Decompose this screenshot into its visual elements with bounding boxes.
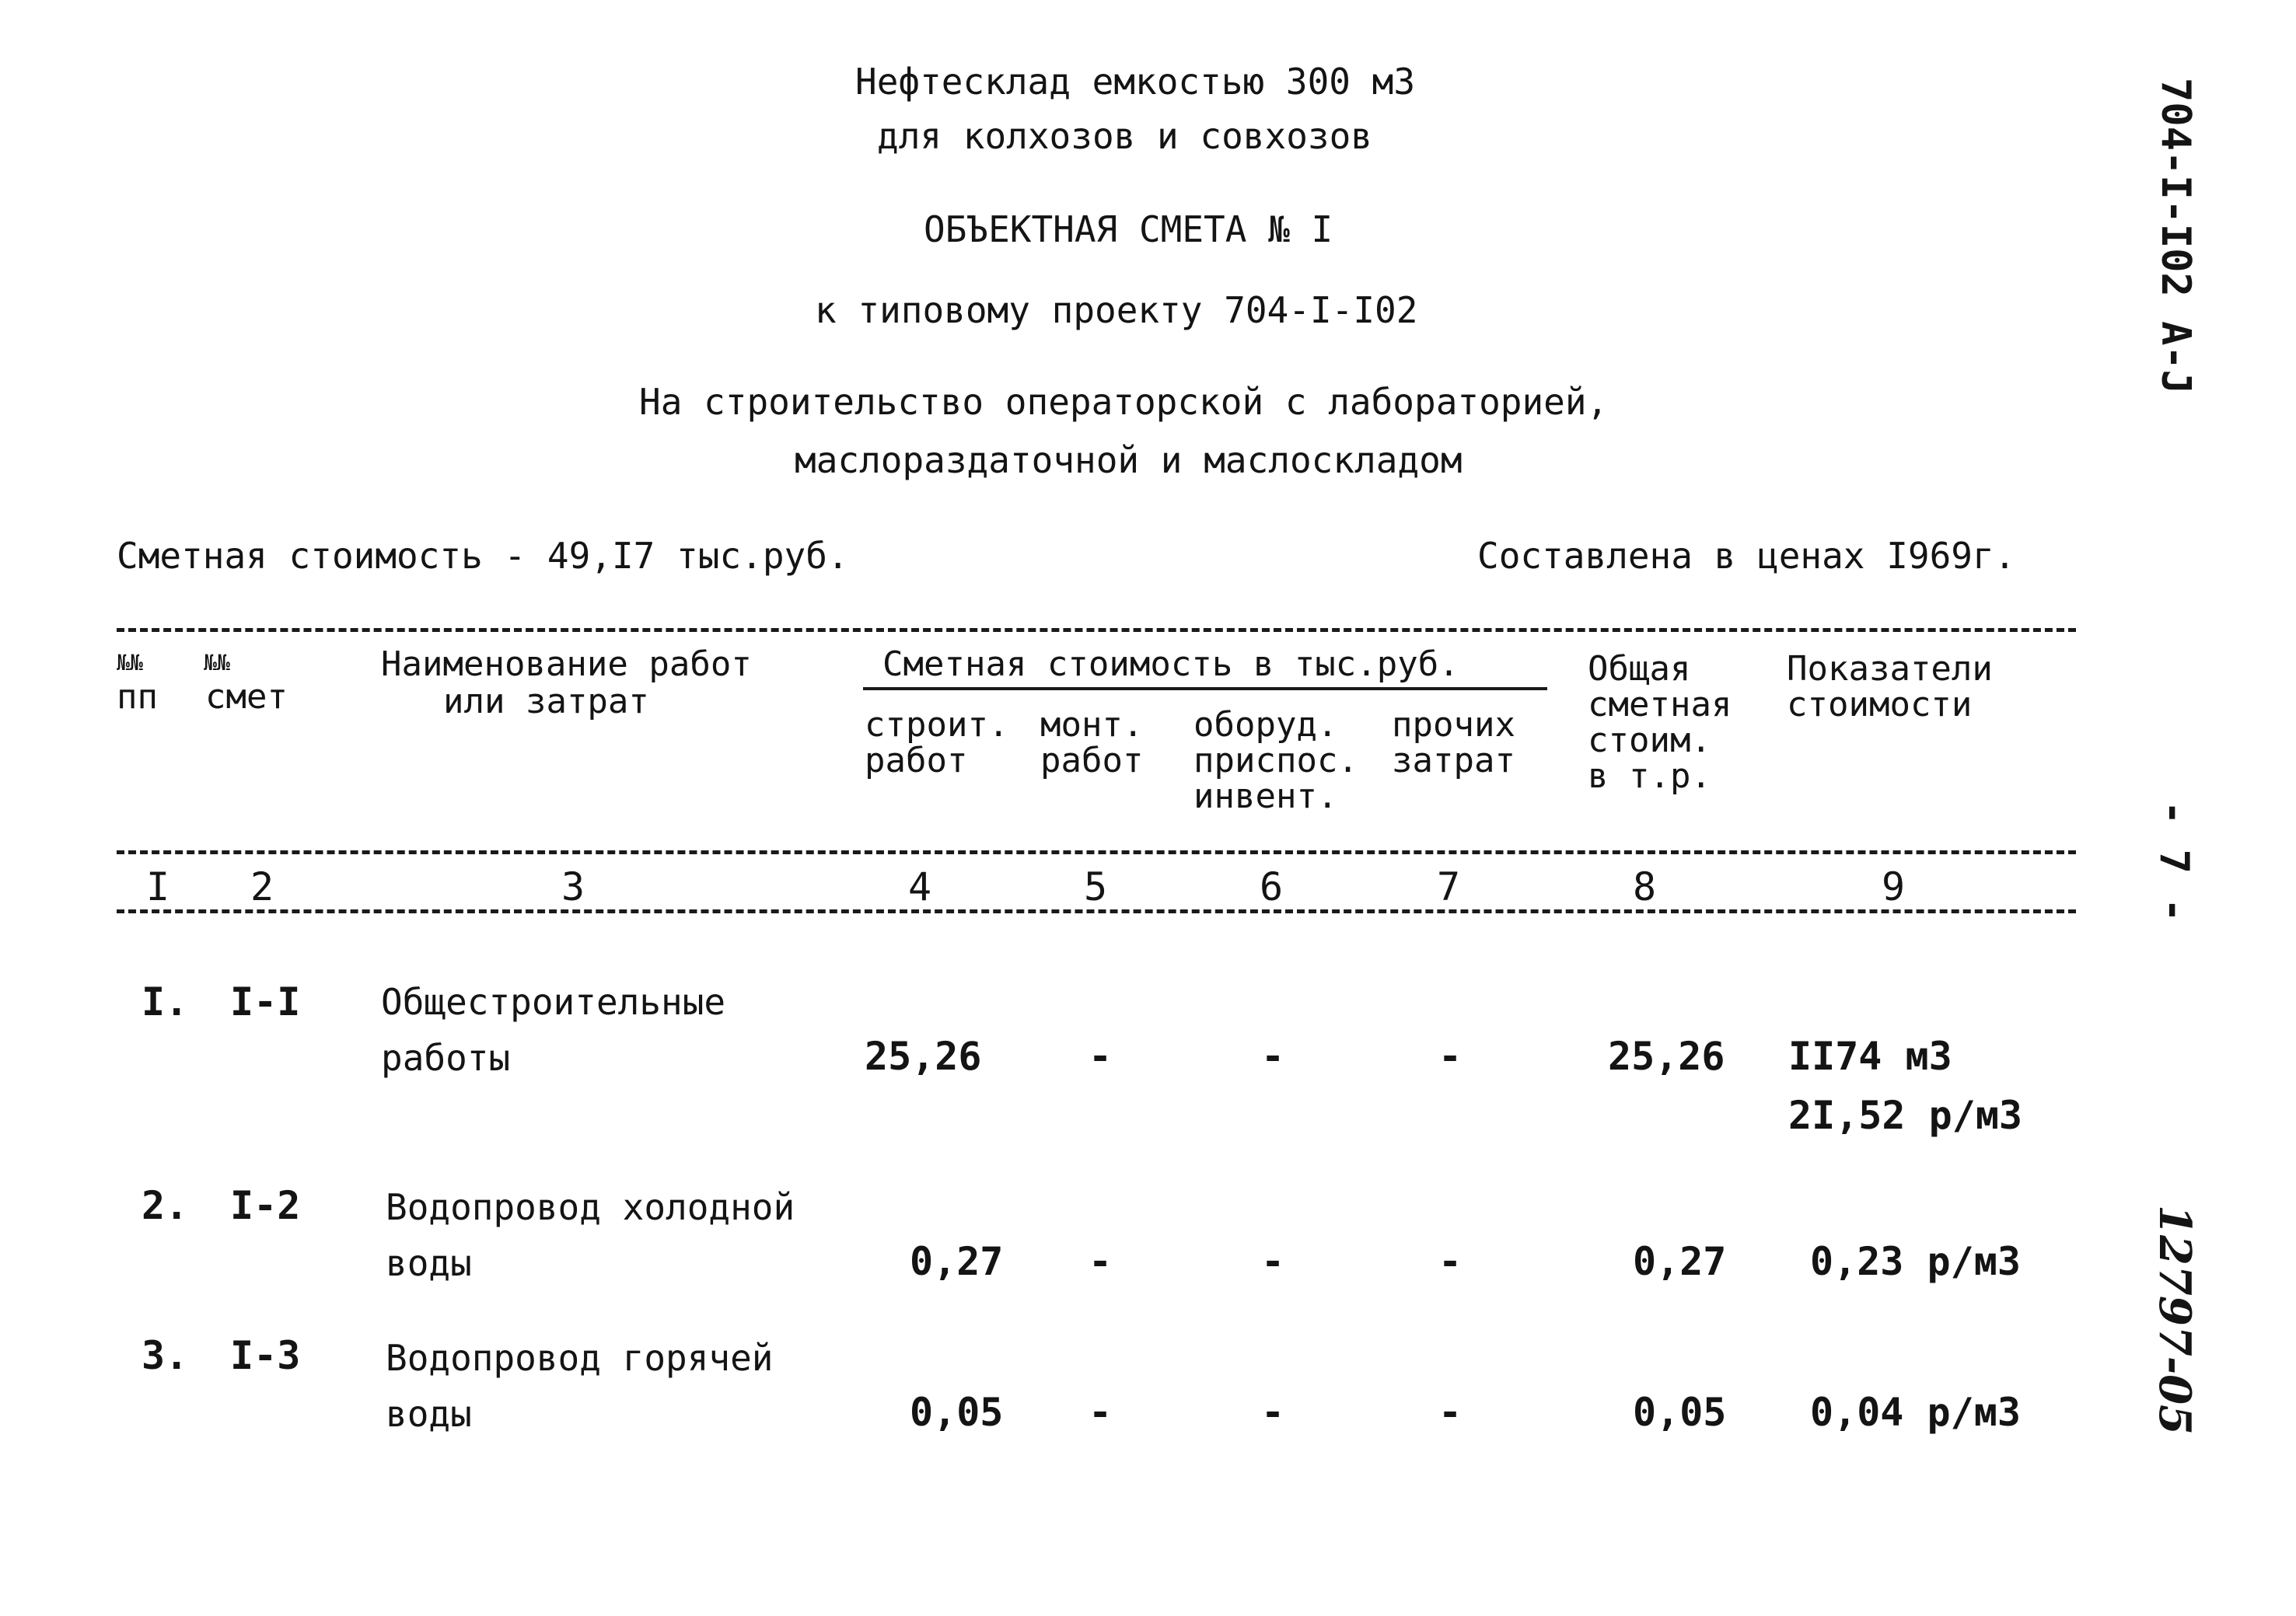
col8-header-c: стоим. — [1588, 721, 1711, 760]
estimated-cost: Сметная стоимость - 49,I7 тыс.руб. — [117, 535, 849, 577]
col4-header-b: работ — [865, 741, 968, 780]
col9-header-a: Показатели — [1787, 649, 1993, 689]
col8-header-d: в т.р. — [1588, 756, 1711, 796]
col7-header-a: прочих — [1392, 705, 1515, 745]
row-total-cost: 0,27 — [1633, 1239, 1727, 1284]
row-equipment-cost: - — [1261, 1390, 1285, 1435]
header-line-1: Нефтесклад емкостью 300 м3 — [855, 61, 1416, 103]
col6-header-c: инвент. — [1193, 777, 1338, 816]
col-numbers-dashed-rule — [117, 909, 2076, 913]
project-reference: к типовому проекту 704-I-I02 — [815, 289, 1418, 331]
col-number-3: 3 — [561, 864, 585, 909]
col3-header-a: Наименование работ — [381, 644, 752, 684]
cost-group-underline — [863, 687, 1547, 690]
row-installation-cost: - — [1089, 1034, 1113, 1079]
col1-header-b: пп — [117, 677, 158, 717]
row-construction-cost: 0,27 — [910, 1239, 1004, 1284]
row-indicator-2: 2I,52 р/м3 — [1788, 1093, 2023, 1138]
col5-header-a: монт. — [1040, 705, 1144, 745]
col-number-5: 5 — [1084, 864, 1108, 909]
col8-header-b: сметная — [1588, 685, 1732, 724]
col4-header-a: строит. — [865, 705, 1009, 745]
row-estimate-code: I-3 — [230, 1333, 301, 1378]
col5-header-b: работ — [1040, 741, 1144, 780]
col2-header-a: №№ — [204, 650, 230, 675]
col6-header-a: оборуд. — [1193, 705, 1338, 745]
row-installation-cost: - — [1089, 1390, 1113, 1435]
row-equipment-cost: - — [1261, 1034, 1285, 1079]
row-construction-cost: 25,26 — [865, 1034, 982, 1079]
estimate-title: ОБЪЕКТНАЯ СМЕТА № I — [924, 208, 1333, 250]
row-indicator-1: 0,04 р/м3 — [1810, 1390, 2021, 1435]
row-estimate-code: I-I — [230, 979, 301, 1024]
row-name-line-2: работы — [381, 1037, 511, 1079]
col-number-9: 9 — [1882, 864, 1906, 909]
col-number-4: 4 — [908, 864, 932, 909]
col3-header-b: или затрат — [443, 682, 649, 721]
col-number-8: 8 — [1633, 864, 1657, 909]
header-top-dashed-rule — [117, 628, 2076, 632]
price-base: Составлена в ценах I969г. — [1477, 535, 2016, 577]
row-indicator-1: II74 м3 — [1788, 1034, 1952, 1079]
row-installation-cost: - — [1089, 1239, 1113, 1284]
col1-header-a: №№ — [117, 650, 143, 675]
row-estimate-code: I-2 — [230, 1183, 301, 1228]
header-line-2: для колхозов и совхозов — [877, 115, 1372, 157]
header-bottom-dashed-rule — [117, 850, 2076, 854]
row-name-line-2: воды — [386, 1393, 472, 1435]
row-total-cost: 0,05 — [1633, 1390, 1727, 1435]
row-name-line-2: воды — [386, 1242, 472, 1284]
row-total-cost: 25,26 — [1608, 1034, 1725, 1079]
row-number: I. — [142, 979, 189, 1024]
col2-header-b: смет — [205, 677, 288, 717]
row-indicator-1: 0,23 р/м3 — [1810, 1239, 2021, 1284]
subject-line-2: маслораздаточной и маслоскладом — [795, 439, 1463, 481]
row-construction-cost: 0,05 — [910, 1390, 1004, 1435]
subject-line-1: На строительство операторской с лабораторией, — [639, 381, 1609, 423]
row-number: 2. — [142, 1183, 189, 1228]
col-number-7: 7 — [1437, 864, 1461, 909]
row-name-line-1: Водопровод холодной — [386, 1186, 795, 1228]
row-name-line-1: Водопровод горячей — [386, 1337, 774, 1379]
col-number-1: I — [146, 864, 170, 909]
col9-header-b: стоимости — [1787, 685, 1973, 724]
row-other-cost: - — [1438, 1239, 1463, 1284]
cost-group-header: Сметная стоимость в тыс.руб. — [882, 644, 1459, 684]
margin-project-code: 704-I-I02 А-J — [2152, 78, 2199, 394]
row-other-cost: - — [1438, 1034, 1463, 1079]
col6-header-b: приспос. — [1193, 741, 1358, 780]
col7-header-b: затрат — [1392, 741, 1515, 780]
row-other-cost: - — [1438, 1390, 1463, 1435]
row-equipment-cost: - — [1261, 1239, 1285, 1284]
row-name-line-1: Общестроительные — [381, 981, 726, 1023]
margin-page-number: - 7 - — [2151, 801, 2197, 923]
row-number: 3. — [142, 1333, 189, 1378]
col8-header-a: Общая — [1588, 649, 1691, 689]
margin-inventory-number: 12797-05 — [2149, 1205, 2200, 1435]
col-number-6: 6 — [1260, 864, 1284, 909]
col-number-2: 2 — [250, 864, 274, 909]
